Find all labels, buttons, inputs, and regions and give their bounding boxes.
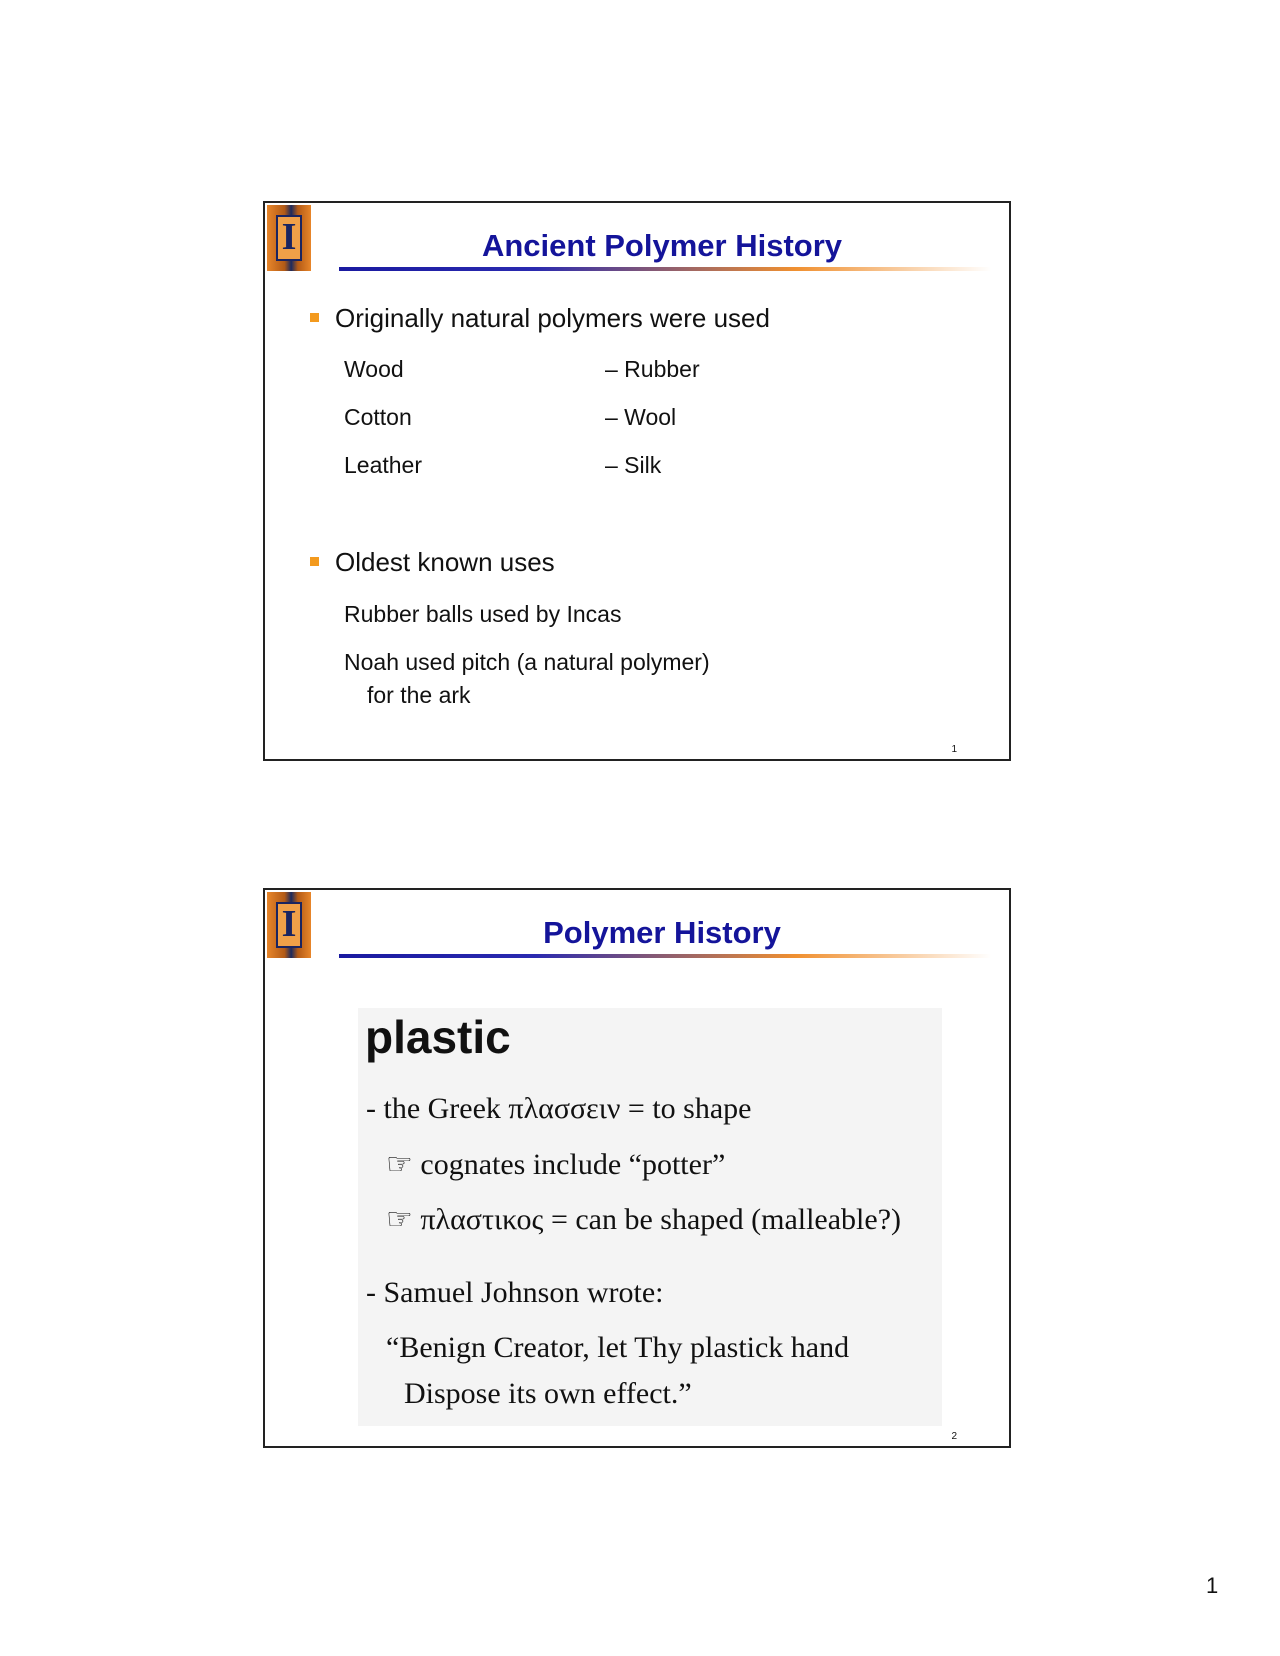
bullet-text: Originally natural polymers were used bbox=[335, 303, 770, 333]
quote-line: “Benign Creator, let Thy plastick hand bbox=[386, 1331, 850, 1364]
title-underline bbox=[339, 267, 991, 271]
use-item: Rubber balls used by Incas bbox=[344, 601, 622, 627]
university-logo bbox=[267, 205, 311, 271]
bullet-square-icon bbox=[310, 313, 319, 322]
material-item: – Rubber bbox=[605, 356, 700, 382]
definition-line: - Samuel Johnson wrote: bbox=[366, 1276, 664, 1309]
slide-number: 2 bbox=[951, 1431, 957, 1442]
slide-title: Ancient Polymer History bbox=[481, 228, 843, 263]
material-item: Cotton bbox=[344, 404, 412, 430]
use-item-continuation: for the ark bbox=[367, 682, 471, 708]
title-underline bbox=[339, 954, 991, 958]
slide-number: 1 bbox=[951, 744, 957, 755]
scanned-definition-image bbox=[358, 1008, 942, 1426]
bullet-square-icon bbox=[310, 557, 319, 566]
material-item: Leather bbox=[344, 452, 423, 478]
quote-line: Dispose its own effect.” bbox=[404, 1377, 692, 1410]
slide-title: Polymer History bbox=[543, 915, 781, 950]
university-logo bbox=[267, 892, 311, 958]
definition-heading: plastic bbox=[365, 1011, 511, 1063]
definition-line: ☞ πλαστικος = can be shaped (malleable?) bbox=[386, 1203, 902, 1236]
page-number: 1 bbox=[1206, 1573, 1219, 1598]
slide-2 bbox=[263, 888, 1011, 1448]
material-item: Wood bbox=[344, 356, 404, 382]
slide-1 bbox=[263, 201, 1011, 761]
logo-letter-i: I bbox=[276, 215, 302, 261]
definition-line: ☞ cognates include “potter” bbox=[386, 1148, 726, 1181]
logo-letter-i: I bbox=[276, 902, 302, 948]
use-item: Noah used pitch (a natural polymer) bbox=[344, 649, 710, 675]
material-item: – Silk bbox=[605, 452, 662, 478]
definition-line: - the Greek πλασσειν = to shape bbox=[366, 1092, 752, 1125]
bullet-text: Oldest known uses bbox=[335, 547, 555, 577]
material-item: – Wool bbox=[605, 404, 677, 430]
